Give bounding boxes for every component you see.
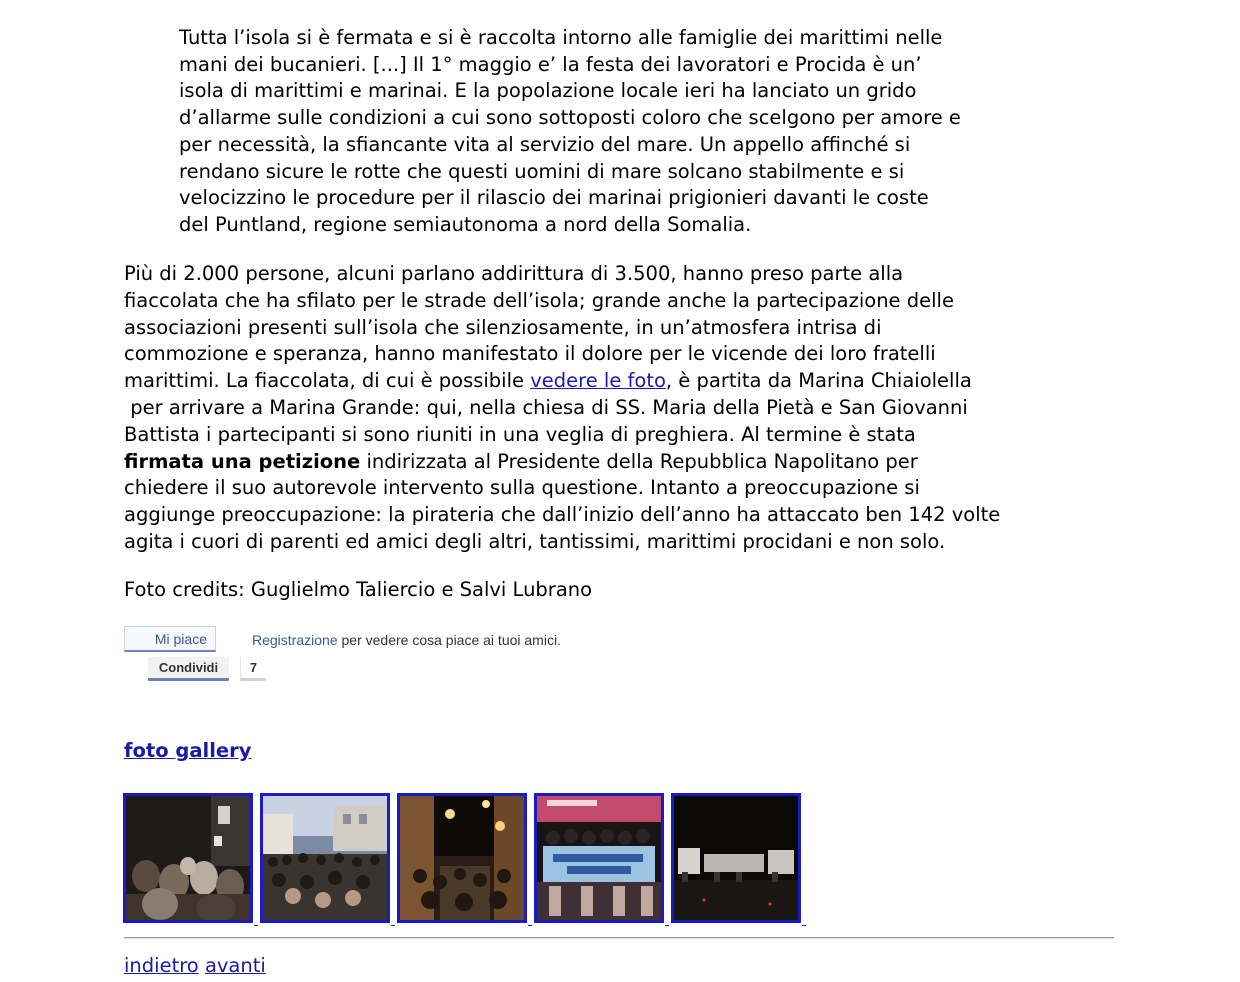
quote-line: isola di marittimi e marinai. E la popolazione locale ieri ha lanciato un grido xyxy=(179,79,917,103)
gallery-thumbnail-3[interactable] xyxy=(397,793,527,923)
article-line: aggiunge preoccupazione: la pirateria che dall’inizio dell’anno ha attaccato ben 142 volte xyxy=(124,503,1001,527)
article-text: indirizzata al Presidente della Repubblica Napolitano per xyxy=(360,449,918,473)
gallery-thumbnail-2[interactable] xyxy=(260,793,390,923)
gallery-thumbnail-5[interactable] xyxy=(671,793,801,923)
night-crowd-photo xyxy=(126,796,250,920)
article-line: Più di 2.000 persone, alcuni parlano addirittura di 3.500, hanno preso parte alla xyxy=(124,262,904,285)
bold-phrase: firmata una petizione xyxy=(124,449,361,473)
article-line: per arrivare a Marina Grande: qui, nella chiesa di SS. Maria della Pietà e San Giovanni xyxy=(124,395,968,419)
article-line xyxy=(124,449,1124,476)
quote-line: Tutta l’isola si è fermata e si è raccolta intorno alle famiglie dei marittimi nelle xyxy=(179,26,943,49)
article-line: chiedere il suo autorevole intervento sulla questione. Intanto a preoccupazione si xyxy=(124,476,920,500)
gallery-title-link[interactable]: foto gallery xyxy=(124,739,252,762)
article-line: commozione e speranza, hanno manifestato il dolore per le vicende dei loro fratelli xyxy=(124,342,936,366)
article-line: fiaccolata che ha sfilato per le strade dell’isola; grande anche la partecipazione delle xyxy=(124,288,954,312)
share-button[interactable]: Condividi xyxy=(148,657,229,681)
quote-line: del Puntland, regione semiautonoma a nord della Somalia. xyxy=(179,212,752,236)
quote-line: rendano sicure le rotte che questi uomini di mare solcano stabilmente e si xyxy=(179,159,905,183)
link-underline xyxy=(802,917,806,926)
quote-line: d’allarme sulle condizioni a cui sono sottoposti coloro che scelgono per amore e xyxy=(179,106,961,130)
article-paragraph xyxy=(124,261,1124,556)
torchlit-street-photo xyxy=(400,796,524,920)
article-line: agita i cuori di parenti ed amici degli altri, tantissimi, marittimi procidani e non solo. xyxy=(124,529,946,553)
blockquote xyxy=(179,25,1079,239)
back-link[interactable]: indietro xyxy=(124,954,199,977)
forward-link[interactable]: avanti xyxy=(204,954,266,977)
photo-credits: Foto credits: Guglielmo Taliercio e Salvi Lubrano xyxy=(124,578,593,601)
like-prompt-text: per vedere cosa piace ai tuoi amici. xyxy=(337,632,561,648)
quote-line: per necessità, la sfiancante vita al servizio del mare. Un appello affinché si xyxy=(179,132,911,156)
link-underline xyxy=(665,917,669,926)
share-count: 7 xyxy=(240,657,266,681)
pagination-nav xyxy=(124,952,266,979)
like-button[interactable]: Mi piace xyxy=(124,626,216,652)
article-line: associazioni presenti sull’isola che silenziosamente, in un’atmosfera intrisa di xyxy=(124,315,882,339)
link-underline xyxy=(391,917,395,926)
article-text: marittimi. La fiaccolata, di cui è possibile xyxy=(124,369,531,393)
see-photos-link[interactable]: vedere le foto xyxy=(530,369,666,393)
link-underline xyxy=(528,917,532,926)
quote-line: velocizzino le procedure per il rilascio dei marinai prigionieri davanti le coste xyxy=(179,186,929,210)
banner-group-photo xyxy=(537,796,661,920)
divider xyxy=(124,937,1114,939)
link-underline xyxy=(254,917,258,926)
like-prompt xyxy=(252,632,561,648)
article-line: Battista i partecipanti si sono riuniti in una veglia di preghiera. Al termine è stata xyxy=(124,422,916,446)
article-line xyxy=(124,368,1124,395)
gallery-thumbnail-4[interactable] xyxy=(534,793,664,923)
register-link[interactable]: Registrazione xyxy=(252,632,338,648)
night-banners-photo xyxy=(674,796,798,920)
gallery-thumbnail-1[interactable] xyxy=(123,793,253,923)
article-text: , è partita da Marina Chiaiolella xyxy=(665,369,972,393)
quote-line: mani dei bucanieri. [...] Il 1° maggio e’ la festa dei lavoratori e Procida è un’ xyxy=(179,52,922,76)
street-crowd-photo xyxy=(263,796,387,920)
